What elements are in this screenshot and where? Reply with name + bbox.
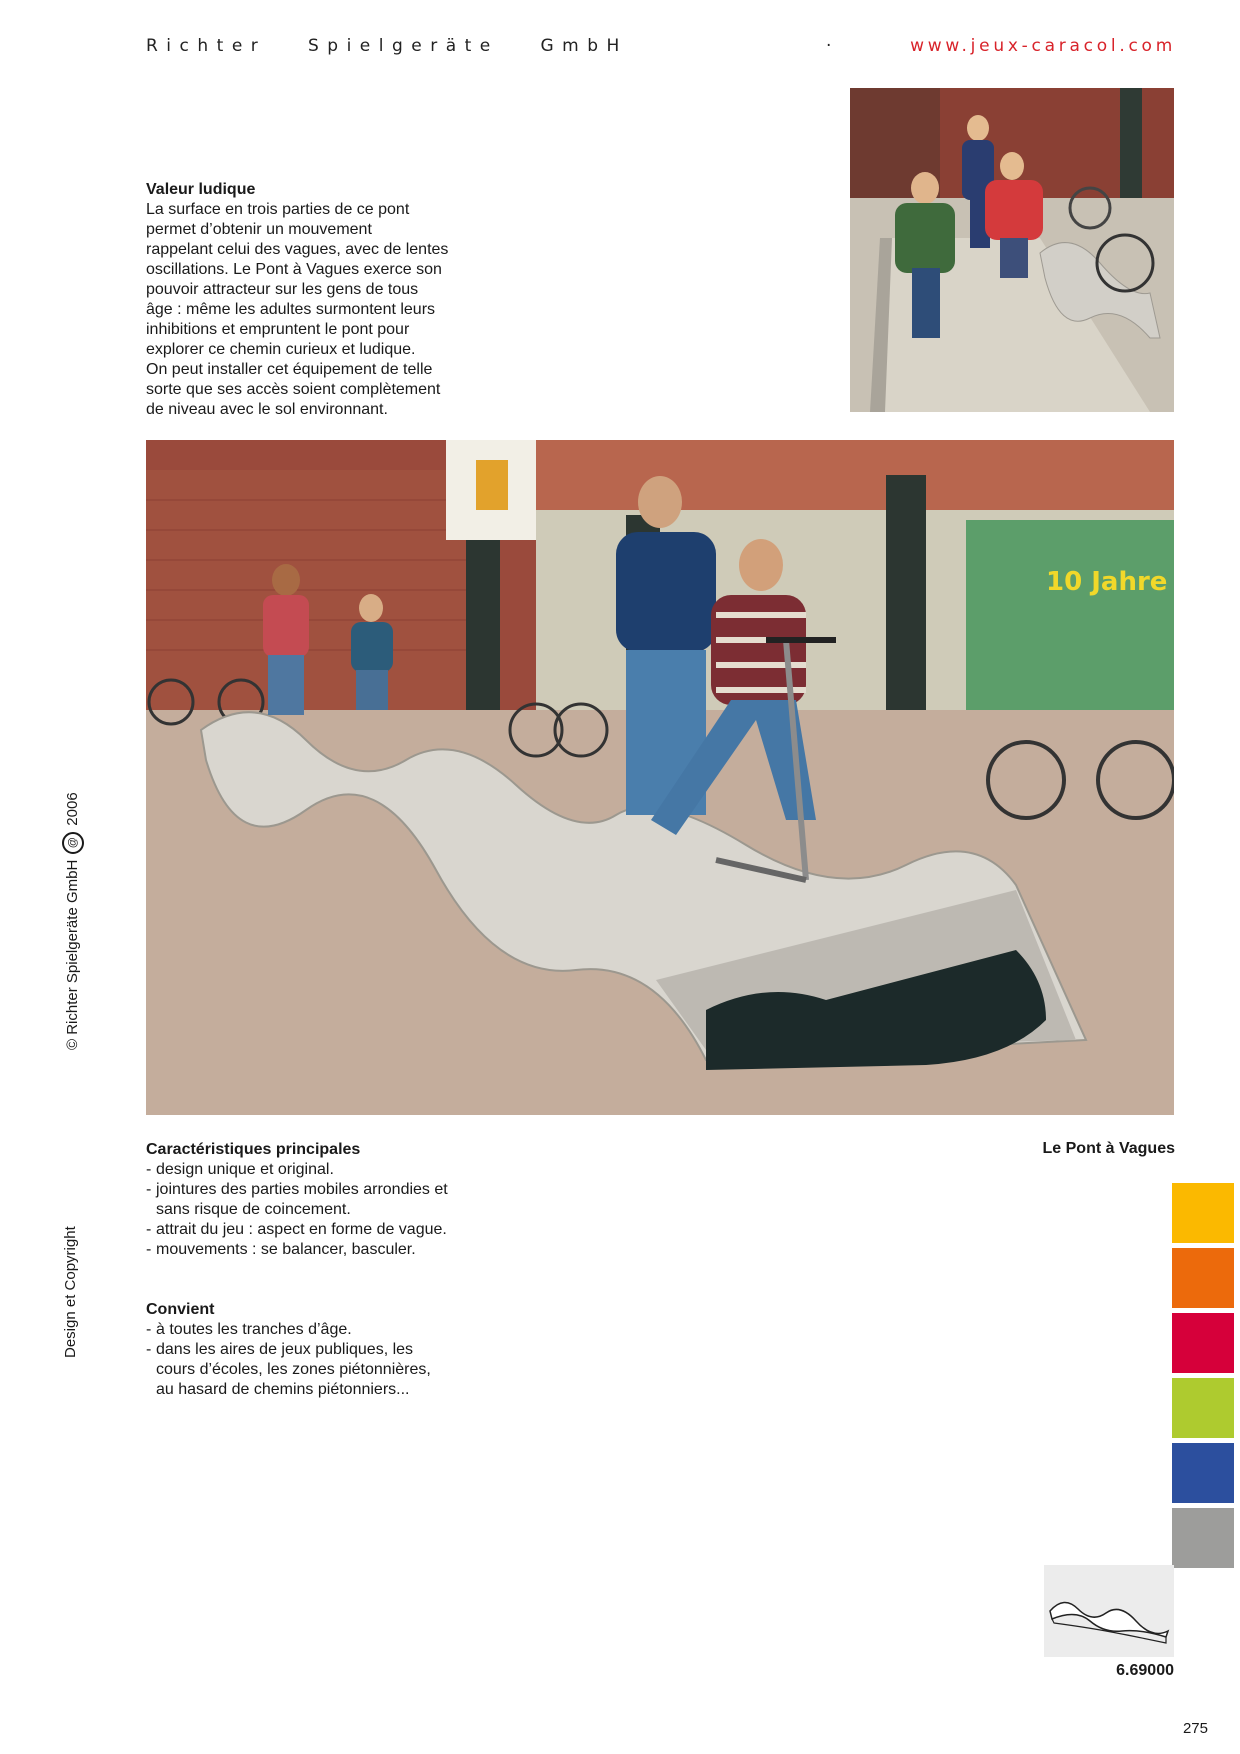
features-item: - mouvements : se balancer, basculer. xyxy=(146,1240,466,1260)
side-copyright-year: 2006 xyxy=(63,792,81,826)
side-copyright-prefix: © Richter Spielgeräte GmbH xyxy=(63,859,81,1050)
photo-children-on-bridge xyxy=(850,88,1174,412)
suitable-heading: Convient xyxy=(146,1301,215,1318)
photo-sign-text: 10 Jahre xyxy=(1046,567,1168,597)
product-thumbnail xyxy=(1044,1565,1174,1657)
header-separator: · xyxy=(826,36,840,56)
side-copyright xyxy=(62,720,84,1050)
features-section xyxy=(146,1140,466,1260)
suitable-item: - dans les aires de jeux publiques, les cours d’écoles, les zones piétonnières, au hasard de chemins piétonniers... xyxy=(146,1340,446,1400)
article-number: 6.69000 xyxy=(1116,1662,1174,1679)
intro-heading: Valeur ludique xyxy=(146,181,256,198)
page-header xyxy=(146,36,1176,60)
suitable-section xyxy=(146,1300,446,1400)
features-heading: Caractéristiques principales xyxy=(146,1141,361,1158)
swatch-green xyxy=(1172,1378,1234,1438)
page-number: 275 xyxy=(1182,1720,1208,1737)
wave-bridge-drawing-icon xyxy=(1044,1565,1174,1657)
features-item: - design unique et original. xyxy=(146,1160,466,1180)
suitable-list xyxy=(146,1320,446,1400)
swatch-yellow xyxy=(1172,1183,1234,1243)
features-item: - jointures des parties mobiles arrondies et sans risque de coincement. xyxy=(146,1180,466,1220)
swatch-blue xyxy=(1172,1443,1234,1503)
snail-logo-icon: @ xyxy=(62,832,84,854)
color-swatches xyxy=(1172,1183,1234,1573)
swatch-red xyxy=(1172,1313,1234,1373)
intro-body: La surface en trois parties de ce pont permet d’obtenir un mouvement rappelant celui des vagues, avec de lentes oscillations. Le Pont à Vagues exerce son pouvoir attracteur sur les gens de tous âge : même les adultes surmontent leurs inhibitions et empruntent le pont pour explorer ce chemin curieux et ludique. On peut installer cet équipement de telle sorte que ses accès soient complètement de niveau avec le sol environnant. xyxy=(146,201,449,418)
header-company: Richter Spielgeräte GmbH xyxy=(146,36,628,56)
suitable-item: - à toutes les tranches d’âge. xyxy=(146,1320,446,1340)
features-item: - attrait du jeu : aspect en forme de vague. xyxy=(146,1220,466,1240)
side-design-label: Design et Copyright xyxy=(62,1226,79,1358)
swatch-grey xyxy=(1172,1508,1234,1568)
intro-section xyxy=(146,180,486,420)
product-title: Le Pont à Vagues xyxy=(1042,1140,1175,1157)
header-url[interactable]: www.jeux-caracol.com xyxy=(910,36,1176,56)
features-list xyxy=(146,1160,466,1260)
swatch-orange xyxy=(1172,1248,1234,1308)
photo-main-wave-bridge xyxy=(146,440,1174,1115)
